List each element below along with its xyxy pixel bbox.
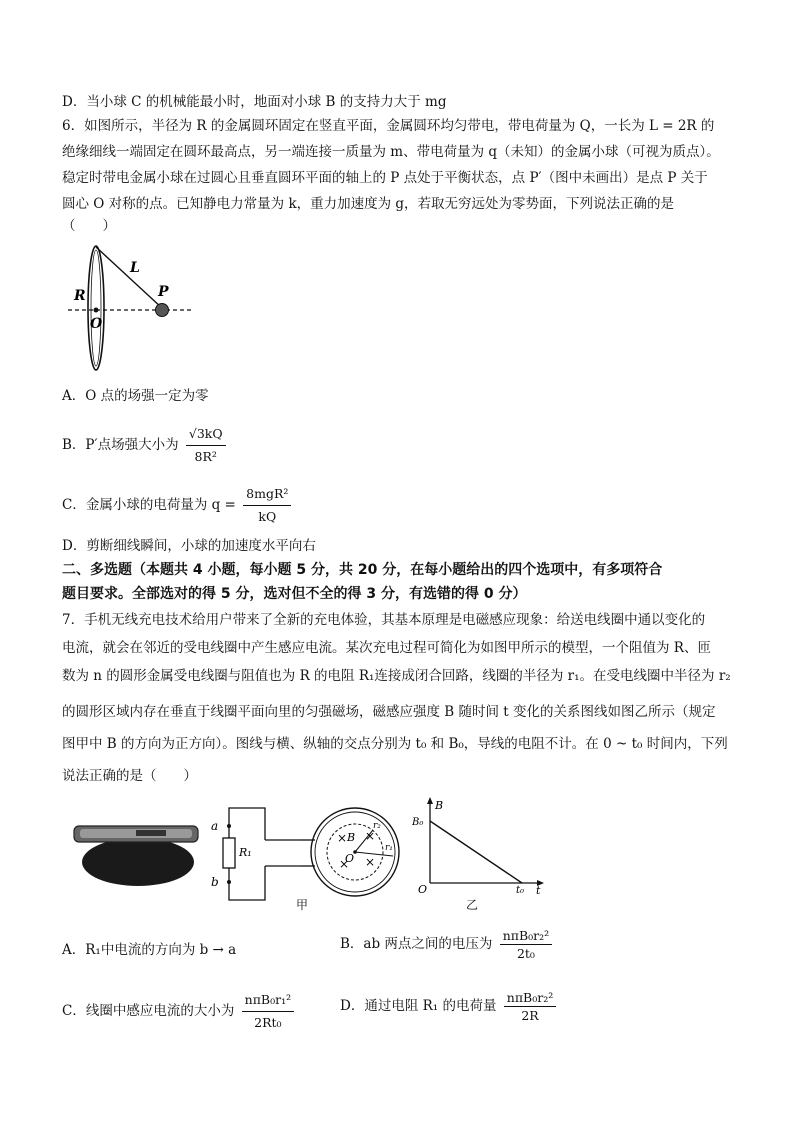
q6-ring-figure (66, 238, 196, 378)
string-L (96, 247, 162, 308)
fraction-denominator: 2R (521, 1008, 539, 1023)
label-L: L (130, 260, 140, 276)
q6-option-c-text: C．金属小球的电荷量为 q = (62, 497, 236, 513)
q7-stem-line-4: 的圆形区域内存在垂直于线圈平面向里的匀强磁场，磁感应强度 B 随时间 t 变化的关系图线如图乙所示（规定 (62, 704, 716, 720)
q6-option-a: A．O 点的场强一定为零 (62, 388, 209, 404)
label-b: b (211, 875, 219, 889)
q7-option-c (62, 990, 294, 1033)
q6-stem-line-2: 绝缘细线一端固定在圆环最高点，另一端连接一质量为 m、带电荷量为 q（未知）的金属小球（可视为质点）。 (62, 144, 720, 160)
q7-option-a: A．R₁中电流的方向为 b → a (62, 942, 237, 958)
q5-option-d: D．当小球 C 的机械能最小时，地面对小球 B 的支持力大于 mg (62, 94, 447, 110)
q7-stem-line-1: 7．手机无线充电技术给用户带来了全新的充电体验，其基本原理是电磁感应现象：给送电线圈中通以变化的 (62, 612, 706, 628)
label-r1: r₁ (385, 843, 393, 853)
label-a: a (211, 819, 219, 833)
q6-stem-line-4: 圆心 O 对称的点。已知静电力常量为 k，重力加速度为 g，若取无穷远处为零势面，下列说法正确的是 (62, 196, 675, 212)
charged-ball-P (156, 304, 169, 317)
field-cross-2: × (365, 829, 376, 843)
q7-stem-line-5: 图甲中 B 的方向为正方向）。图线与横、纵轴的交点分别为 t₀ 和 B₀，导线的电阻不计。在 0 ~ t₀ 时间内，下列 (62, 736, 728, 752)
fraction-denominator: 2Rt₀ (254, 1015, 282, 1030)
caption-jia: 甲 (296, 898, 309, 912)
section2-heading-line-1: 二、多选题（本题共 4 小题，每小题 5 分，共 20 分，在每小题给出的四个选项中，有多项符合 (62, 562, 663, 578)
q7-option-d-fraction (504, 990, 556, 1023)
charging-pad (82, 838, 194, 886)
q6-option-c (62, 484, 291, 527)
q6-option-d: D．剪断细线瞬间，小球的加速度水平向右 (62, 538, 316, 554)
q7-option-c-text: C．线圈中感应电流的大小为 (62, 1003, 235, 1019)
q6-stem-line-1: 6．如图所示，半径为 R 的金属圆环固定在竖直平面，金属圆环均匀带电，带电荷量为 Q，一长为 L = 2R 的 (62, 118, 715, 134)
label-r2: r₂ (373, 821, 381, 831)
q7-option-b-text: B．ab 两点之间的电压为 (340, 936, 493, 952)
q7-stem-line-3: 数为 n 的圆形金属受电线圈与阻值也为 R 的电阻 R₁连接成闭合回路，线圈的半径为 r₁。在受电线圈中半径为 r₂ (62, 668, 731, 684)
fraction-numerator: 8mgR² (243, 484, 291, 506)
q6-option-b (62, 424, 226, 467)
center-O-dot (94, 308, 99, 313)
label-O: O (90, 316, 103, 332)
q6-option-b-text: B．P′点场强大小为 (62, 437, 179, 453)
q7-option-d (340, 990, 556, 1023)
b-t-line (430, 821, 522, 883)
fraction-denominator: 8R² (194, 449, 217, 464)
section2-heading-line-2: 题目要求。全部选对的得 5 分，选对但不全的得 3 分，有选错的得 0 分） (62, 586, 527, 602)
q6-answer-bracket: （ ） (62, 218, 116, 234)
terminal-b (227, 880, 231, 884)
terminal-a (227, 824, 231, 828)
fraction-numerator: nπB₀r₁² (242, 990, 294, 1012)
fraction-denominator: 2t₀ (516, 946, 535, 961)
phone-charger-photo (66, 812, 206, 892)
label-t0: t₀ (516, 885, 525, 895)
caption-yi: 乙 (466, 898, 479, 912)
q7-option-c-fraction (242, 990, 294, 1033)
label-origin: O (418, 883, 428, 895)
field-cross-3: × (339, 857, 350, 871)
fraction-numerator: √3kQ (186, 424, 226, 446)
q7-option-d-text: D．通过电阻 R₁ 的电荷量 (340, 998, 497, 1014)
label-O-center: O (345, 852, 355, 865)
q7-option-b-fraction (500, 928, 552, 961)
axis-label-t: t (536, 884, 541, 895)
fraction-denominator: kQ (258, 509, 277, 524)
q7-stem-line-6: 说法正确的是（ ） (62, 768, 197, 784)
fraction-numerator: nπB₀r₂² (500, 928, 552, 945)
label-R1: R₁ (239, 846, 252, 859)
q7-stem-line-2: 电流，就会在邻近的受电线圈中产生感应电流。某次充电过程可简化为如图甲所示的模型，一个阻值为 R、匝 (62, 640, 711, 656)
label-R: R (74, 288, 86, 304)
q6-option-b-fraction (186, 424, 226, 467)
resistor-R1 (223, 838, 235, 868)
q7-option-b (340, 928, 552, 961)
label-P: P (158, 284, 169, 300)
q6-stem-line-3: 稳定时带电金属小球在过圆心且垂直圆环平面的轴上的 P 点处于平衡状态，点 P′（图中未画出）是点 P 关于 (62, 170, 708, 186)
field-cross-4: × (365, 855, 376, 869)
label-B-field: B (347, 831, 356, 844)
bt-graph-yi (408, 795, 548, 895)
label-B0: B₀ (412, 817, 424, 828)
q6-option-c-fraction (243, 484, 291, 527)
axis-label-B: B (435, 799, 444, 812)
field-cross-1: × (337, 831, 348, 845)
fraction-numerator: nπB₀r₂² (504, 990, 556, 1007)
